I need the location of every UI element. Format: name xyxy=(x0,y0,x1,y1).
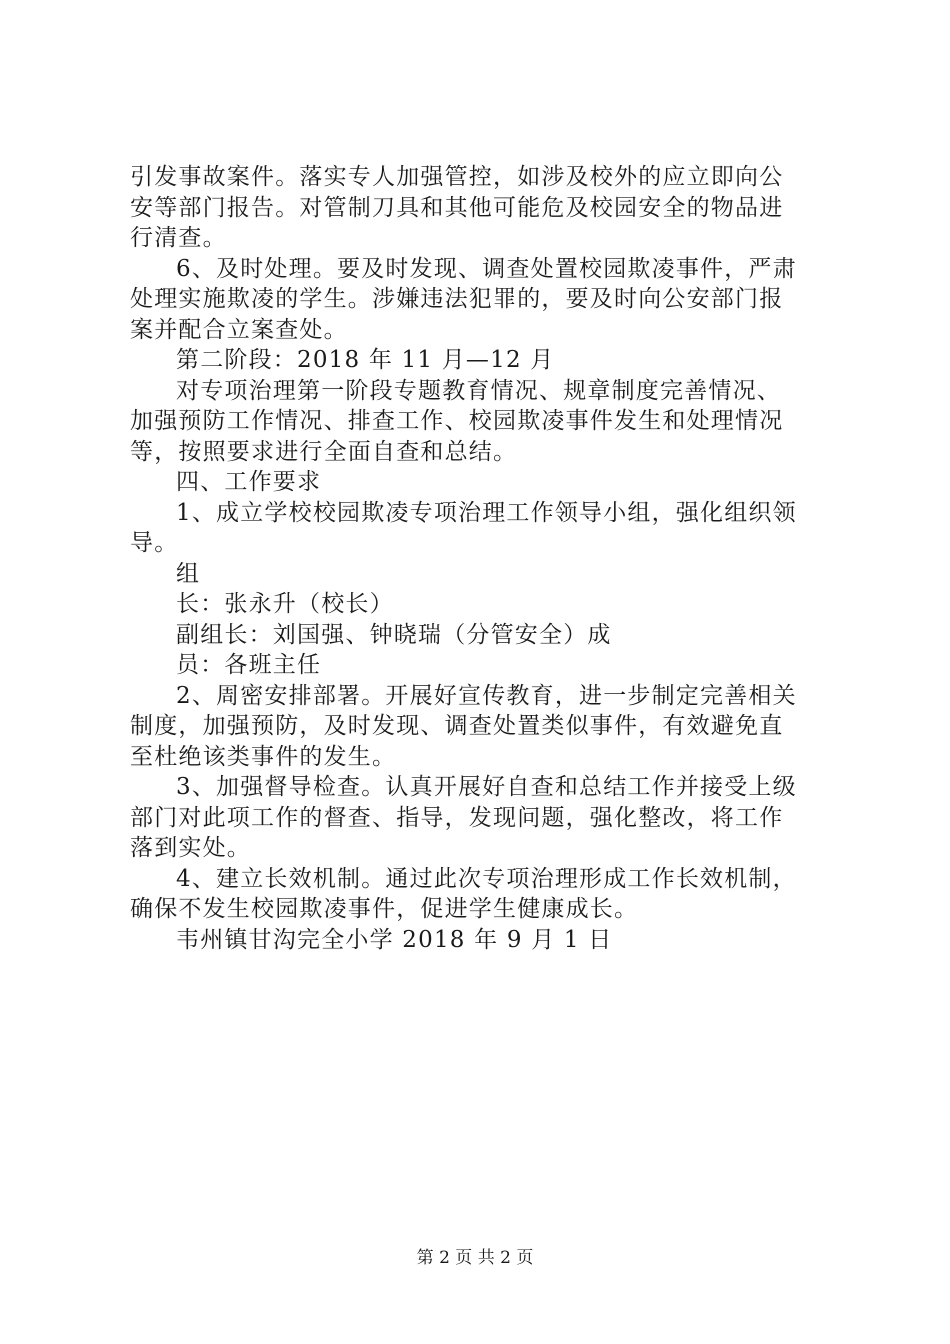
signature-line: 韦州镇甘沟完全小学 2018 年 9 月 1 日 xyxy=(176,926,613,953)
section-heading: 四、工作要求 xyxy=(176,469,322,495)
body-line: 加强预防工作情况、排查工作、校园欺凌事件发生和处理情况 xyxy=(130,408,784,434)
body-line: 副组长：刘国强、钟晓瑞（分管安全）成 xyxy=(176,621,612,648)
body-line: 落到实处。 xyxy=(130,835,251,861)
body-line: 部门对此项工作的督查、指导，发现问题，强化整改，将工作 xyxy=(130,804,784,831)
body-line: 员：各班主任 xyxy=(176,652,322,678)
body-line: 组 xyxy=(176,560,201,587)
body-line: 案并配合立案查处。 xyxy=(130,316,348,343)
item-4-heading: 4、建立长效机制。通过此次专项治理形成工作长效机制， xyxy=(176,865,797,892)
body-line: 安等部门报告。对管制刀具和其他可能危及校园安全的物品进 xyxy=(130,194,784,221)
body-line: 至杜绝该类事件的发生。 xyxy=(130,743,397,770)
item-2-heading: 2、周密安排部署。开展好宣传教育，进一步制定完善相关 xyxy=(176,682,797,709)
body-line: 确保不发生校园欺凌事件，促进学生健康成长。 xyxy=(130,896,639,922)
body-line: 处理实施欺凌的学生。涉嫌违法犯罪的，要及时向公安部门报 xyxy=(130,286,784,312)
item-3-heading: 3、加强督导检查。认真开展好自查和总结工作并接受上级 xyxy=(176,774,797,800)
body-line: 长：张永升（校长） xyxy=(176,591,394,617)
phase-two-heading: 第二阶段：2018 年 11 月—12 月 xyxy=(176,347,555,373)
body-line: 等，按照要求进行全面自查和总结。 xyxy=(130,438,518,465)
body-line: 引发事故案件。落实专人加强管控，如涉及校外的应立即向公 xyxy=(130,164,784,190)
body-line: 对专项治理第一阶段专题教育情况、规章制度完善情况、 xyxy=(176,377,781,404)
document-body xyxy=(130,162,830,955)
item-6-heading: 6、及时处理。要及时发现、调查处置校园欺凌事件，严肃 xyxy=(176,255,797,282)
body-line: 行清查。 xyxy=(130,225,227,251)
body-line: 制度，加强预防，及时发现、调查处置类似事件，有效避免直 xyxy=(130,713,784,739)
page-footer: 第 2 页 共 2 页 xyxy=(416,1248,534,1268)
item-1-heading: 1、成立学校校园欺凌专项治理工作领导小组，强化组织领 xyxy=(176,499,797,526)
body-line: 导。 xyxy=(130,530,179,556)
